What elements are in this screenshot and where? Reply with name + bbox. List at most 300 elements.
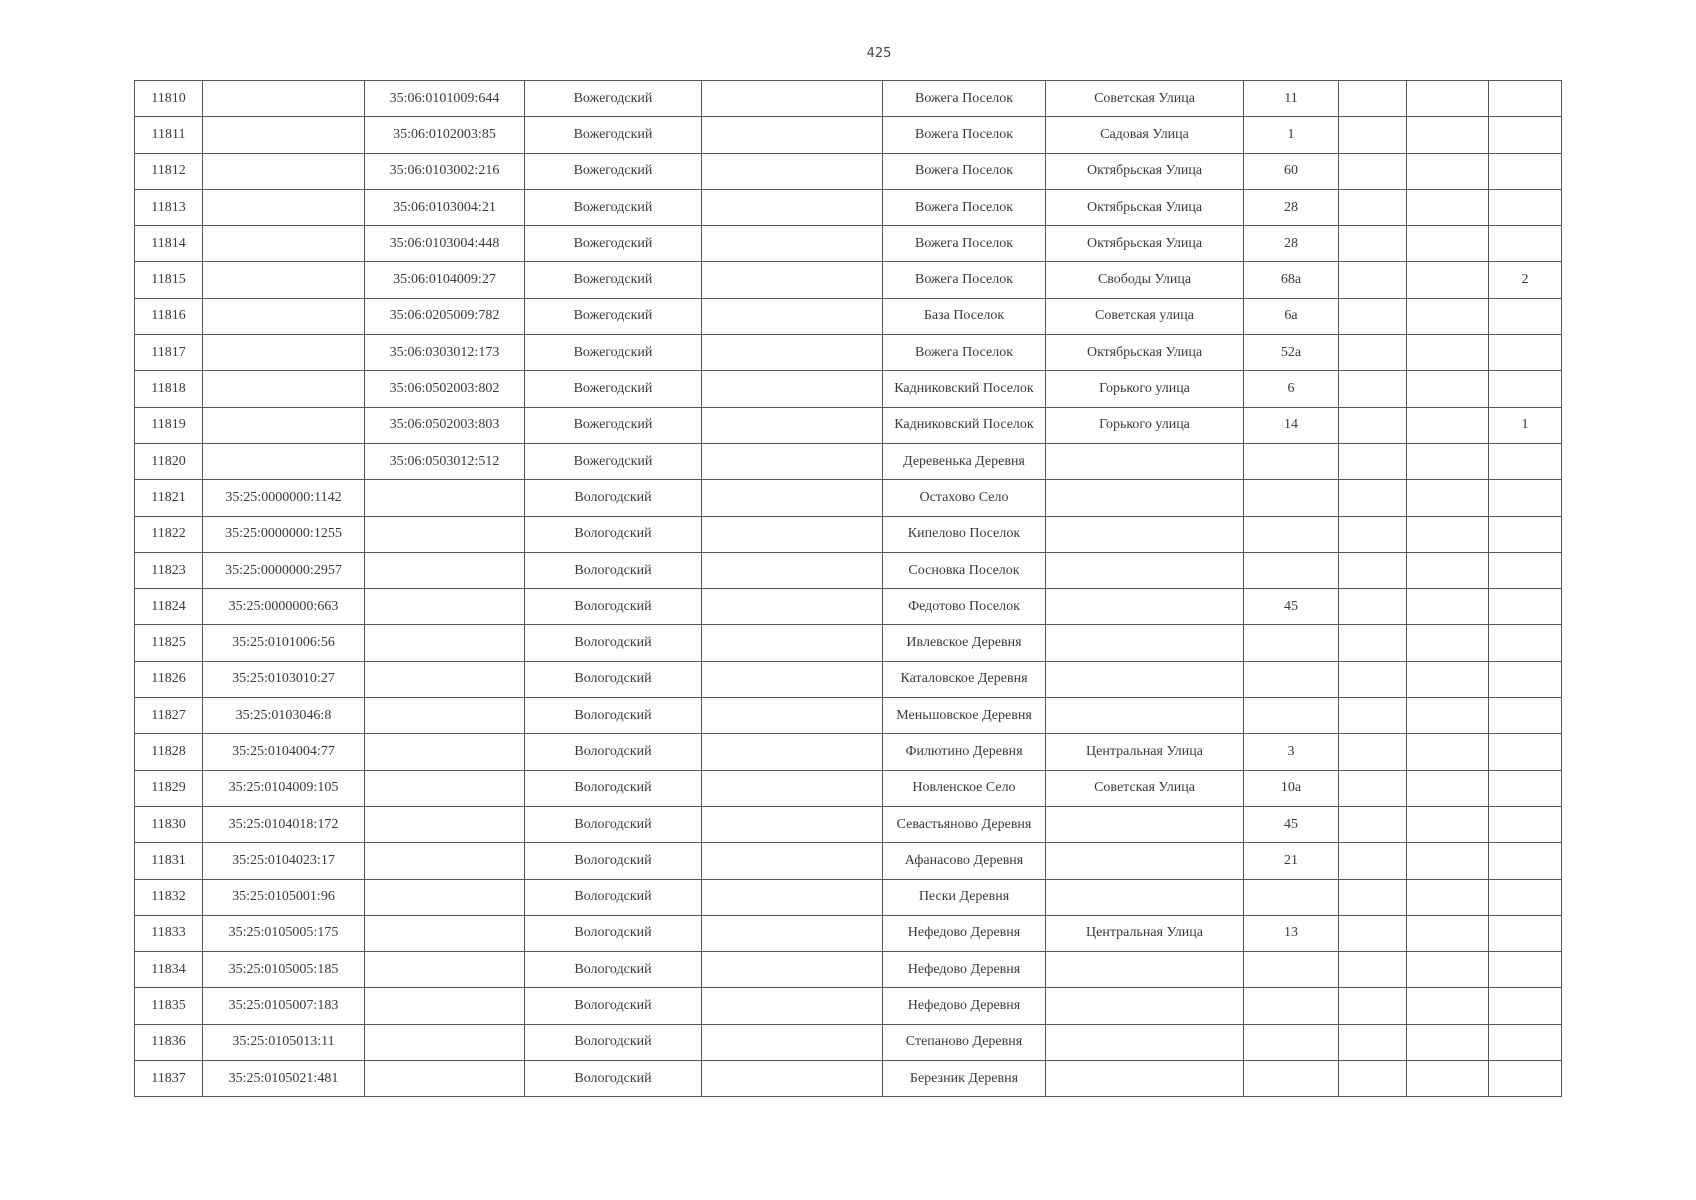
table-row — [135, 407, 1562, 443]
house-number-cell: 45 — [1244, 589, 1339, 625]
street-cell — [1046, 625, 1244, 661]
empty-cell — [1407, 443, 1489, 479]
locality-cell: Филютино Деревня — [883, 734, 1046, 770]
cadastral-number-a-cell — [203, 226, 365, 262]
empty-cell — [1407, 661, 1489, 697]
cadastral-number-b-cell: 35:06:0103004:21 — [365, 189, 525, 225]
cadastral-number-b-cell: 35:06:0502003:803 — [365, 407, 525, 443]
house-number-cell: 52а — [1244, 335, 1339, 371]
house-number-cell: 14 — [1244, 407, 1339, 443]
empty-cell — [702, 298, 883, 334]
extra-value-cell — [1489, 1061, 1562, 1097]
empty-cell — [1339, 988, 1407, 1024]
table-row — [135, 262, 1562, 298]
district-cell: Вологодский — [525, 734, 702, 770]
empty-cell — [702, 335, 883, 371]
district-cell: Вожегодский — [525, 335, 702, 371]
extra-value-cell — [1489, 153, 1562, 189]
cadastral-number-b-cell — [365, 698, 525, 734]
house-number-cell: 45 — [1244, 806, 1339, 842]
cadastral-number-b-cell: 35:06:0303012:173 — [365, 335, 525, 371]
street-cell — [1046, 879, 1244, 915]
empty-cell — [1407, 952, 1489, 988]
cadastral-number-b-cell — [365, 552, 525, 588]
street-cell: Советская Улица — [1046, 770, 1244, 806]
extra-value-cell: 1 — [1489, 407, 1562, 443]
cadastral-number-a-cell: 35:25:0104023:17 — [203, 843, 365, 879]
empty-cell — [1407, 371, 1489, 407]
empty-cell — [1407, 806, 1489, 842]
empty-cell — [1339, 189, 1407, 225]
district-cell: Вожегодский — [525, 153, 702, 189]
street-cell — [1046, 1061, 1244, 1097]
extra-value-cell — [1489, 226, 1562, 262]
empty-cell — [1407, 915, 1489, 951]
cadastral-number-a-cell — [203, 371, 365, 407]
district-cell: Вожегодский — [525, 407, 702, 443]
locality-cell: Кадниковский Поселок — [883, 371, 1046, 407]
row-number-cell: 11818 — [135, 371, 203, 407]
row-number-cell: 11816 — [135, 298, 203, 334]
table-row — [135, 298, 1562, 334]
table-row — [135, 589, 1562, 625]
street-cell — [1046, 516, 1244, 552]
cadastral-number-b-cell: 35:06:0103004:448 — [365, 226, 525, 262]
locality-cell: Степаново Деревня — [883, 1024, 1046, 1060]
table-row — [135, 661, 1562, 697]
extra-value-cell — [1489, 806, 1562, 842]
house-number-cell: 10а — [1244, 770, 1339, 806]
empty-cell — [702, 226, 883, 262]
empty-cell — [1339, 625, 1407, 661]
empty-cell — [1407, 879, 1489, 915]
cadastral-number-a-cell — [203, 298, 365, 334]
empty-cell — [1339, 226, 1407, 262]
empty-cell — [1339, 153, 1407, 189]
cadastral-number-a-cell: 35:25:0000000:1142 — [203, 480, 365, 516]
cadastral-number-b-cell: 35:06:0104009:27 — [365, 262, 525, 298]
empty-cell — [702, 625, 883, 661]
street-cell — [1046, 480, 1244, 516]
house-number-cell — [1244, 1061, 1339, 1097]
district-cell: Вологодский — [525, 625, 702, 661]
district-cell: Вологодский — [525, 770, 702, 806]
empty-cell — [1339, 698, 1407, 734]
row-number-cell: 11814 — [135, 226, 203, 262]
street-cell — [1046, 952, 1244, 988]
empty-cell — [1339, 843, 1407, 879]
locality-cell: Вожега Поселок — [883, 262, 1046, 298]
row-number-cell: 11812 — [135, 153, 203, 189]
empty-cell — [1339, 371, 1407, 407]
table-row — [135, 625, 1562, 661]
cadastral-number-a-cell: 35:25:0105021:481 — [203, 1061, 365, 1097]
street-cell — [1046, 443, 1244, 479]
district-cell: Вологодский — [525, 698, 702, 734]
cadastral-number-a-cell: 35:25:0000000:1255 — [203, 516, 365, 552]
cadastral-number-a-cell: 35:25:0103010:27 — [203, 661, 365, 697]
empty-cell — [702, 443, 883, 479]
extra-value-cell — [1489, 1024, 1562, 1060]
house-number-cell — [1244, 988, 1339, 1024]
table-row — [135, 117, 1562, 153]
table-row — [135, 189, 1562, 225]
empty-cell — [702, 988, 883, 1024]
empty-cell — [702, 770, 883, 806]
row-number-cell: 11819 — [135, 407, 203, 443]
street-cell — [1046, 806, 1244, 842]
empty-cell — [1339, 117, 1407, 153]
district-cell: Вожегодский — [525, 443, 702, 479]
row-number-cell: 11813 — [135, 189, 203, 225]
district-cell: Вожегодский — [525, 81, 702, 117]
table-row — [135, 734, 1562, 770]
extra-value-cell: 2 — [1489, 262, 1562, 298]
cadastral-number-a-cell: 35:25:0104004:77 — [203, 734, 365, 770]
cadastral-number-a-cell: 35:25:0105005:175 — [203, 915, 365, 951]
locality-cell: Вожега Поселок — [883, 153, 1046, 189]
empty-cell — [702, 516, 883, 552]
empty-cell — [1407, 298, 1489, 334]
empty-cell — [1339, 443, 1407, 479]
empty-cell — [702, 915, 883, 951]
cadastral-number-b-cell — [365, 770, 525, 806]
street-cell: Октябрьская Улица — [1046, 226, 1244, 262]
table-row — [135, 1061, 1562, 1097]
empty-cell — [702, 407, 883, 443]
locality-cell: Федотово Поселок — [883, 589, 1046, 625]
extra-value-cell — [1489, 915, 1562, 951]
table-row — [135, 335, 1562, 371]
empty-cell — [702, 843, 883, 879]
table-row — [135, 988, 1562, 1024]
row-number-cell: 11837 — [135, 1061, 203, 1097]
empty-cell — [1407, 407, 1489, 443]
cadastral-number-b-cell — [365, 915, 525, 951]
extra-value-cell — [1489, 480, 1562, 516]
district-cell: Вологодский — [525, 661, 702, 697]
empty-cell — [1339, 734, 1407, 770]
locality-cell: Нефедово Деревня — [883, 952, 1046, 988]
cadastral-number-a-cell: 35:25:0105005:185 — [203, 952, 365, 988]
row-number-cell: 11825 — [135, 625, 203, 661]
empty-cell — [1339, 915, 1407, 951]
table-row — [135, 480, 1562, 516]
district-cell: Вожегодский — [525, 189, 702, 225]
empty-cell — [1339, 879, 1407, 915]
street-cell: Свободы Улица — [1046, 262, 1244, 298]
street-cell — [1046, 589, 1244, 625]
table-row — [135, 516, 1562, 552]
house-number-cell: 13 — [1244, 915, 1339, 951]
cadastral-number-a-cell — [203, 189, 365, 225]
empty-cell — [1407, 552, 1489, 588]
empty-cell — [1339, 552, 1407, 588]
street-cell — [1046, 988, 1244, 1024]
row-number-cell: 11823 — [135, 552, 203, 588]
locality-cell: Вожега Поселок — [883, 189, 1046, 225]
extra-value-cell — [1489, 879, 1562, 915]
house-number-cell — [1244, 516, 1339, 552]
extra-value-cell — [1489, 770, 1562, 806]
empty-cell — [1407, 226, 1489, 262]
locality-cell: Кипелово Поселок — [883, 516, 1046, 552]
cadastral-number-a-cell — [203, 153, 365, 189]
cadastral-number-b-cell — [365, 661, 525, 697]
house-number-cell: 6а — [1244, 298, 1339, 334]
extra-value-cell — [1489, 189, 1562, 225]
empty-cell — [702, 589, 883, 625]
row-number-cell: 11824 — [135, 589, 203, 625]
empty-cell — [1407, 1024, 1489, 1060]
empty-cell — [702, 734, 883, 770]
row-number-cell: 11815 — [135, 262, 203, 298]
table-row — [135, 81, 1562, 117]
empty-cell — [1407, 843, 1489, 879]
house-number-cell — [1244, 879, 1339, 915]
empty-cell — [1407, 516, 1489, 552]
cadastral-number-b-cell: 35:06:0101009:644 — [365, 81, 525, 117]
cadastral-number-b-cell — [365, 843, 525, 879]
cadastral-number-a-cell: 35:25:0105007:183 — [203, 988, 365, 1024]
table-row — [135, 952, 1562, 988]
district-cell: Вологодский — [525, 879, 702, 915]
empty-cell — [702, 153, 883, 189]
empty-cell — [1407, 734, 1489, 770]
empty-cell — [702, 1024, 883, 1060]
table-row — [135, 698, 1562, 734]
table-row — [135, 226, 1562, 262]
empty-cell — [1407, 480, 1489, 516]
district-cell: Вологодский — [525, 1024, 702, 1060]
row-number-cell: 11820 — [135, 443, 203, 479]
row-number-cell: 11831 — [135, 843, 203, 879]
district-cell: Вологодский — [525, 915, 702, 951]
empty-cell — [1339, 661, 1407, 697]
house-number-cell — [1244, 661, 1339, 697]
extra-value-cell — [1489, 661, 1562, 697]
row-number-cell: 11836 — [135, 1024, 203, 1060]
table-row — [135, 879, 1562, 915]
street-cell: Советская Улица — [1046, 81, 1244, 117]
street-cell: Садовая Улица — [1046, 117, 1244, 153]
cadastral-number-a-cell — [203, 443, 365, 479]
empty-cell — [1407, 189, 1489, 225]
table-row — [135, 153, 1562, 189]
cadastral-number-b-cell — [365, 806, 525, 842]
cadastral-number-b-cell — [365, 952, 525, 988]
table-row — [135, 552, 1562, 588]
house-number-cell — [1244, 625, 1339, 661]
house-number-cell: 21 — [1244, 843, 1339, 879]
extra-value-cell — [1489, 625, 1562, 661]
street-cell — [1046, 661, 1244, 697]
district-cell: Вологодский — [525, 589, 702, 625]
empty-cell — [1339, 806, 1407, 842]
empty-cell — [1407, 335, 1489, 371]
cadastral-number-a-cell — [203, 117, 365, 153]
empty-cell — [702, 879, 883, 915]
empty-cell — [1339, 589, 1407, 625]
house-number-cell — [1244, 480, 1339, 516]
row-number-cell: 11810 — [135, 81, 203, 117]
house-number-cell — [1244, 952, 1339, 988]
extra-value-cell — [1489, 589, 1562, 625]
cadastral-number-b-cell: 35:06:0102003:85 — [365, 117, 525, 153]
cadastral-number-b-cell — [365, 589, 525, 625]
empty-cell — [702, 806, 883, 842]
empty-cell — [702, 81, 883, 117]
row-number-cell: 11830 — [135, 806, 203, 842]
cadastral-number-a-cell — [203, 81, 365, 117]
empty-cell — [1339, 262, 1407, 298]
district-cell: Вожегодский — [525, 262, 702, 298]
empty-cell — [702, 189, 883, 225]
cadastral-number-a-cell — [203, 335, 365, 371]
empty-cell — [1407, 117, 1489, 153]
district-cell: Вожегодский — [525, 298, 702, 334]
cadastral-number-b-cell — [365, 988, 525, 1024]
district-cell: Вологодский — [525, 480, 702, 516]
empty-cell — [1339, 298, 1407, 334]
cadastral-number-b-cell — [365, 625, 525, 661]
extra-value-cell — [1489, 335, 1562, 371]
district-cell: Вологодский — [525, 552, 702, 588]
empty-cell — [1407, 698, 1489, 734]
cadastral-number-b-cell — [365, 734, 525, 770]
street-cell: Горького улица — [1046, 407, 1244, 443]
extra-value-cell — [1489, 552, 1562, 588]
street-cell: Советская улица — [1046, 298, 1244, 334]
row-number-cell: 11821 — [135, 480, 203, 516]
empty-cell — [702, 552, 883, 588]
empty-cell — [702, 698, 883, 734]
row-number-cell: 11827 — [135, 698, 203, 734]
empty-cell — [1339, 516, 1407, 552]
cadastral-number-b-cell — [365, 1061, 525, 1097]
empty-cell — [1339, 335, 1407, 371]
empty-cell — [1407, 1061, 1489, 1097]
locality-cell: Ивлевское Деревня — [883, 625, 1046, 661]
table-row — [135, 371, 1562, 407]
extra-value-cell — [1489, 698, 1562, 734]
district-cell: Вологодский — [525, 843, 702, 879]
district-cell: Вологодский — [525, 988, 702, 1024]
page-number: 425 — [866, 46, 892, 61]
house-number-cell — [1244, 443, 1339, 479]
extra-value-cell — [1489, 952, 1562, 988]
table-row — [135, 770, 1562, 806]
district-cell: Вожегодский — [525, 226, 702, 262]
house-number-cell: 1 — [1244, 117, 1339, 153]
empty-cell — [1407, 770, 1489, 806]
locality-cell: Деревенька Деревня — [883, 443, 1046, 479]
empty-cell — [1339, 1024, 1407, 1060]
empty-cell — [1339, 480, 1407, 516]
empty-cell — [1407, 988, 1489, 1024]
house-number-cell — [1244, 698, 1339, 734]
empty-cell — [1407, 153, 1489, 189]
cadastral-number-a-cell: 35:25:0000000:2957 — [203, 552, 365, 588]
district-cell: Вологодский — [525, 1061, 702, 1097]
cadastral-number-b-cell — [365, 516, 525, 552]
empty-cell — [702, 480, 883, 516]
locality-cell: Афанасово Деревня — [883, 843, 1046, 879]
cadastral-number-a-cell: 35:25:0104009:105 — [203, 770, 365, 806]
cadastral-number-a-cell: 35:25:0103046:8 — [203, 698, 365, 734]
house-number-cell: 60 — [1244, 153, 1339, 189]
row-number-cell: 11822 — [135, 516, 203, 552]
cadastral-number-b-cell: 35:06:0503012:512 — [365, 443, 525, 479]
cadastral-number-a-cell — [203, 407, 365, 443]
district-cell: Вологодский — [525, 516, 702, 552]
registry-table — [134, 80, 1562, 1097]
street-cell — [1046, 552, 1244, 588]
extra-value-cell — [1489, 371, 1562, 407]
house-number-cell: 6 — [1244, 371, 1339, 407]
locality-cell: Севастьяново Деревня — [883, 806, 1046, 842]
empty-cell — [1339, 407, 1407, 443]
locality-cell: Сосновка Поселок — [883, 552, 1046, 588]
empty-cell — [1407, 625, 1489, 661]
district-cell: Вожегодский — [525, 117, 702, 153]
extra-value-cell — [1489, 843, 1562, 879]
locality-cell: Вожега Поселок — [883, 117, 1046, 153]
house-number-cell — [1244, 1024, 1339, 1060]
house-number-cell: 28 — [1244, 226, 1339, 262]
empty-cell — [1339, 81, 1407, 117]
house-number-cell — [1244, 552, 1339, 588]
locality-cell: Вожега Поселок — [883, 335, 1046, 371]
street-cell: Центральная Улица — [1046, 915, 1244, 951]
empty-cell — [702, 661, 883, 697]
house-number-cell: 3 — [1244, 734, 1339, 770]
empty-cell — [702, 262, 883, 298]
locality-cell: Вожега Поселок — [883, 81, 1046, 117]
locality-cell: Меньшовское Деревня — [883, 698, 1046, 734]
street-cell: Октябрьская Улица — [1046, 153, 1244, 189]
locality-cell: Нефедово Деревня — [883, 988, 1046, 1024]
street-cell: Октябрьская Улица — [1046, 189, 1244, 225]
locality-cell: Вожега Поселок — [883, 226, 1046, 262]
row-number-cell: 11817 — [135, 335, 203, 371]
empty-cell — [1339, 1061, 1407, 1097]
cadastral-number-a-cell — [203, 262, 365, 298]
table-row — [135, 915, 1562, 951]
empty-cell — [702, 117, 883, 153]
cadastral-number-b-cell: 35:06:0502003:802 — [365, 371, 525, 407]
cadastral-number-a-cell: 35:25:0101006:56 — [203, 625, 365, 661]
cadastral-number-b-cell — [365, 480, 525, 516]
cadastral-number-a-cell: 35:25:0105013:11 — [203, 1024, 365, 1060]
street-cell — [1046, 843, 1244, 879]
empty-cell — [1339, 770, 1407, 806]
table-row — [135, 443, 1562, 479]
empty-cell — [1339, 952, 1407, 988]
row-number-cell: 11833 — [135, 915, 203, 951]
empty-cell — [1407, 81, 1489, 117]
extra-value-cell — [1489, 298, 1562, 334]
row-number-cell: 11832 — [135, 879, 203, 915]
table-row — [135, 843, 1562, 879]
locality-cell: Каталовское Деревня — [883, 661, 1046, 697]
row-number-cell: 11834 — [135, 952, 203, 988]
house-number-cell: 68а — [1244, 262, 1339, 298]
cadastral-number-b-cell: 35:06:0103002:216 — [365, 153, 525, 189]
row-number-cell: 11811 — [135, 117, 203, 153]
locality-cell: Нефедово Деревня — [883, 915, 1046, 951]
cadastral-number-a-cell: 35:25:0104018:172 — [203, 806, 365, 842]
